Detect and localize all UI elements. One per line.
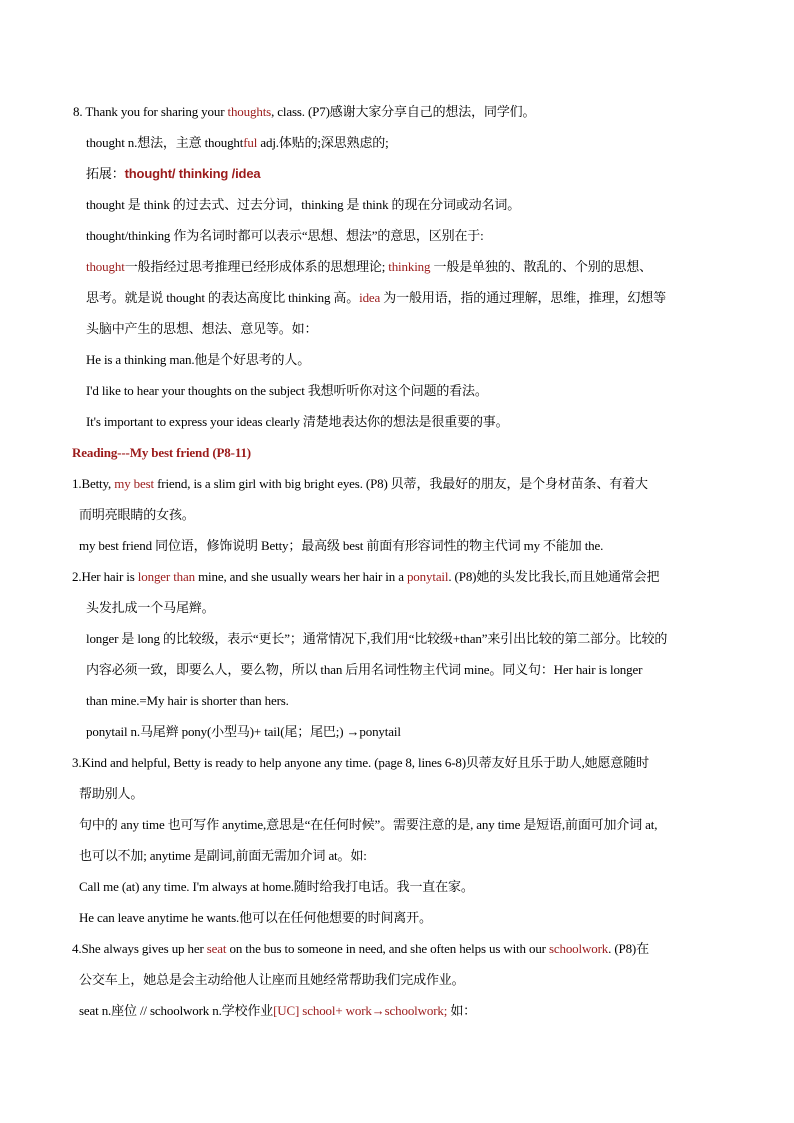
highlight-text: thought <box>86 259 125 274</box>
text-run: on the bus to someone in need, and she often helps us with our <box>226 941 549 956</box>
highlight-text: my best <box>114 476 154 491</box>
text-line <box>79 972 465 988</box>
text-run: He can leave anytime he wants.他可以在任何他想要的时间离开。 <box>79 910 432 925</box>
text-run: 3.Kind and helpful, Betty is ready to help anyone any time. (page 8, lines 6-8)贝蒂友好且乐于助人,她愿意随时 <box>72 755 649 770</box>
text-line <box>86 383 488 399</box>
text-run: friend, is a slim girl with big bright eyes. (P8) 贝蒂，我最好的朋友，是个身材苗条、有着大 <box>154 476 648 491</box>
text-run: Call me (at) any time. I'm always at home.随时给我打电话。我一直在家。 <box>79 879 474 894</box>
text-line <box>79 786 143 802</box>
highlight-text: Reading---My best friend (P8-11) <box>72 445 251 460</box>
text-run: . (P8)她的头发比我长,而且她通常会把 <box>448 569 660 584</box>
text-run: 8. Thank you for sharing your <box>73 104 228 119</box>
text-line <box>86 600 215 616</box>
highlight-text: thoughts <box>227 104 272 119</box>
text-line <box>79 507 195 523</box>
text-run: 内容必须一致，即要么人，要么物，所以 than 后用名词性物主代词 mine。同义句：Her hair is longer <box>86 662 643 677</box>
text-line <box>72 569 659 585</box>
text-run: 如： <box>447 1003 477 1018</box>
text-run: I'd like to hear your thoughts on the subject 我想听听你对这个问题的看法。 <box>86 383 488 398</box>
text-line <box>86 352 310 368</box>
text-run: 一般是单独的、散乱的、个别的思想、 <box>430 259 652 274</box>
highlight-text: ponytail <box>406 569 449 584</box>
text-line <box>86 290 666 306</box>
text-line <box>86 166 260 182</box>
text-line <box>72 941 649 957</box>
text-run: 思考。就是说 thought 的表达高度比 thinking 高。 <box>86 290 360 305</box>
text-line <box>86 662 642 678</box>
text-line <box>79 910 432 926</box>
text-run: my best friend 同位语，修饰说明 Betty；最高级 best 前面有形容词性的物主代词 my 不能加 the. <box>79 538 604 553</box>
text-run: seat n.座位 // schoolwork n.学校作业 <box>79 1003 274 1018</box>
text-run: 头脑中产生的思想、想法、意见等。如： <box>86 321 318 336</box>
text-line <box>79 879 474 895</box>
text-run: adj.体贴的;深思熟虑的; <box>257 135 389 150</box>
text-run: than mine.=My hair is shorter than hers. <box>86 693 289 708</box>
highlight-text: schoolwork <box>548 941 609 956</box>
text-line <box>86 631 667 647</box>
text-line <box>79 817 657 833</box>
highlight-text: longer than <box>137 569 195 584</box>
highlight-text: ful <box>243 135 258 150</box>
text-run: 为一般用语，指的通过理解，思维，推理，幻想等 <box>380 290 666 305</box>
highlight-text: thought/ thinking /idea <box>124 166 261 181</box>
text-run: mine, and she usually wears her hair in a <box>194 569 407 584</box>
highlight-text: seat <box>206 941 227 956</box>
text-line <box>72 755 649 771</box>
text-run: 句中的 any time 也可写作 anytime,意思是“在任何时候”。需要注意的是, any time 是短语,前面可加介词 at, <box>79 817 658 832</box>
text-run: It's important to express your ideas clearly 清楚地表达你的想法是很重要的事。 <box>86 414 509 429</box>
text-run: . (P8)在 <box>608 941 649 956</box>
text-line <box>72 476 648 492</box>
text-run: 拓展： <box>86 166 125 181</box>
text-line <box>79 1003 476 1019</box>
highlight-text: idea <box>359 290 381 305</box>
highlight-text: thinking <box>388 259 431 274</box>
text-run: 也可以不加; anytime 是副词,前面无需加介词 at。如: <box>79 848 367 863</box>
text-run: ponytail n.马尾辫 pony(小型马)+ tail(尾；尾巴;) →ponytail <box>86 724 401 739</box>
text-line <box>86 259 652 275</box>
text-run: 2.Her hair is <box>72 569 138 584</box>
text-line <box>86 414 509 430</box>
text-run: longer 是 long 的比较级，表示“更长”；通常情况下,我们用“比较级+than”来引出比较的第二部分。比较的 <box>86 631 668 646</box>
text-line <box>86 197 520 213</box>
text-line <box>79 538 603 554</box>
text-run: He is a thinking man.他是个好思考的人。 <box>86 352 311 367</box>
text-run: 公交车上，她总是会主动给他人让座而且她经常帮助我们完成作业。 <box>79 972 465 987</box>
text-line <box>86 135 389 151</box>
text-run: 帮助别人。 <box>79 786 144 801</box>
text-run: , class. (P7)感谢大家分享自己的想法，同学们。 <box>271 104 536 119</box>
text-run: 4.She always gives up her <box>72 941 207 956</box>
text-run: thought 是 think 的过去式、过去分词，thinking 是 think 的现在分词或动名词。 <box>86 197 521 212</box>
text-line <box>79 848 367 864</box>
text-run: thought n.想法，主意 thought <box>86 135 244 150</box>
highlight-text: [UC] school+ work→schoolwork; <box>273 1003 448 1018</box>
text-run: 一般指经过思考推理已经形成体系的思想理论; <box>124 259 389 274</box>
text-line <box>86 724 401 740</box>
text-line <box>73 104 535 120</box>
text-run: thought/thinking 作为名词时都可以表示“思想、想法”的意思，区别在于: <box>86 228 484 243</box>
text-run: 头发扎成一个马尾辫。 <box>86 600 215 615</box>
text-line <box>86 228 484 244</box>
text-line <box>86 321 317 337</box>
text-line <box>72 445 251 461</box>
text-run: 而明亮眼睛的女孩。 <box>79 507 195 522</box>
text-line <box>86 693 289 709</box>
text-run: 1.Betty, <box>72 476 115 491</box>
